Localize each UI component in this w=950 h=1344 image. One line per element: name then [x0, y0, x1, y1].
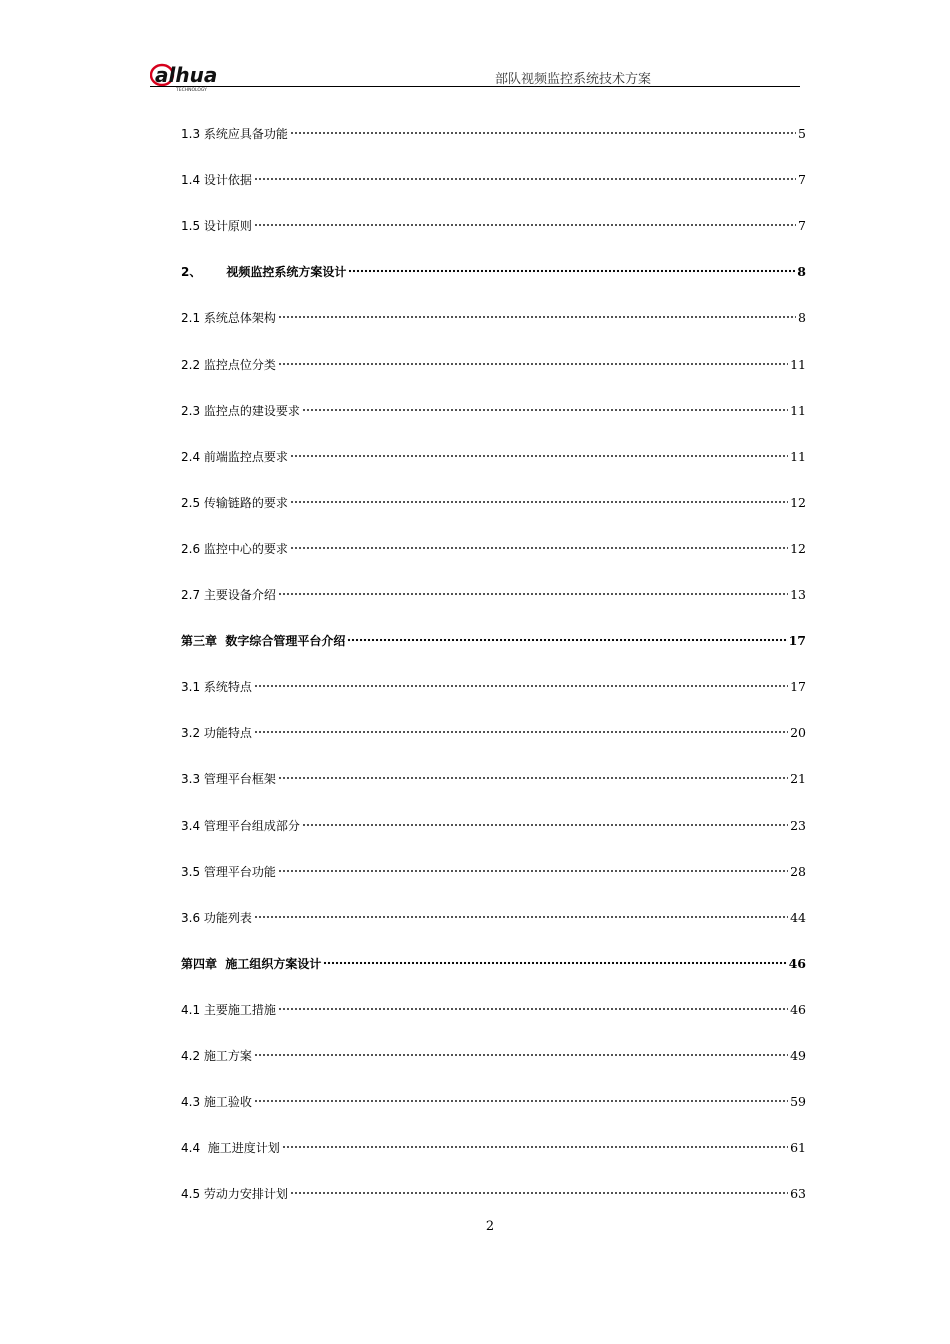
toc-dot-leader: [290, 441, 788, 461]
toc-entry-label: 3.3 管理平台框架: [181, 772, 276, 787]
toc-entry-page: 28: [790, 863, 806, 879]
toc-entry[interactable]: [181, 349, 806, 372]
toc-entry-page: 17: [790, 679, 806, 695]
toc-dot-leader: [254, 164, 796, 184]
toc-entry-page: 5: [798, 126, 806, 141]
toc-entry-page: 46: [788, 955, 806, 971]
toc-entry[interactable]: [181, 1178, 806, 1202]
toc-dot-leader: [348, 256, 795, 276]
toc-entry-label: 4.2 施工方案: [181, 1049, 252, 1063]
header-title: 部队视频监控系统技术方案: [495, 72, 652, 87]
toc-entry[interactable]: [181, 856, 806, 879]
toc-entry-page: 21: [790, 771, 806, 787]
toc-dot-leader: [290, 118, 796, 138]
toc-entry[interactable]: [181, 302, 806, 326]
toc-entry-page: 11: [790, 448, 806, 464]
toc-dot-leader: [323, 948, 786, 968]
toc-entry-page: 7: [798, 172, 806, 188]
toc-entry-label: 4.1 主要施工措施: [181, 1002, 276, 1017]
toc-entry[interactable]: [181, 533, 806, 556]
toc-entry[interactable]: [181, 210, 806, 234]
dahua-logo: [150, 62, 250, 94]
toc-dot-leader: [254, 1040, 788, 1060]
toc-dot-leader: [302, 395, 788, 415]
toc-dot-leader: [290, 533, 788, 553]
toc-entry-page: 17: [788, 633, 806, 649]
toc-dot-leader: [278, 349, 788, 369]
toc-dot-leader: [290, 1178, 788, 1198]
page-number: 2: [485, 1219, 495, 1234]
toc-entry-label: 1.3 系统应具备功能: [181, 127, 288, 141]
toc-entry[interactable]: [181, 395, 806, 418]
toc-entry-label: 3.2 功能特点: [181, 726, 252, 741]
toc-entry[interactable]: [181, 1040, 806, 1063]
toc-entry-label: 3.5 管理平台功能: [181, 864, 276, 879]
toc-entry-label: 2.3 监控点的建设要求: [181, 403, 300, 418]
toc-entry-page: 61: [790, 1140, 806, 1156]
toc-entry-page: 11: [790, 356, 806, 372]
toc-entry-label: 2.5 传输链路的要求: [181, 495, 288, 510]
toc-entry[interactable]: [181, 118, 806, 141]
toc-entry[interactable]: [181, 902, 806, 925]
toc-dot-leader: [282, 1132, 788, 1152]
toc-dot-leader: [347, 625, 786, 645]
logo-subtext: TECHNOLOGY: [176, 88, 207, 93]
toc-dot-leader: [278, 302, 796, 322]
toc-entry-label: 2.7 主要设备介绍: [181, 588, 276, 602]
toc-entry-page: 59: [790, 1094, 806, 1110]
toc-entry-label: 2.4 前端监控点要求: [181, 449, 288, 464]
toc-entry[interactable]: [181, 1086, 806, 1110]
toc-entry-page: 8: [797, 264, 806, 280]
logo-text: alhua: [155, 63, 218, 87]
toc-entry-label: 2.1 系统总体架构: [181, 311, 276, 326]
toc-dot-leader: [254, 671, 788, 691]
toc-dot-leader: [278, 763, 788, 783]
toc-entry-page: 11: [790, 402, 806, 418]
toc-dot-leader: [254, 1086, 788, 1106]
toc-entry-page: 63: [790, 1186, 806, 1202]
toc-entry[interactable]: [181, 717, 806, 741]
toc-entry-page: 44: [790, 909, 806, 925]
toc-entry-label: 4.3 施工验收: [181, 1095, 252, 1110]
toc-entry-label: 2.6 监控中心的要求: [181, 541, 288, 556]
toc-entry[interactable]: [181, 1132, 806, 1156]
toc-entry-page: 46: [790, 1001, 806, 1017]
toc-entry[interactable]: [181, 671, 806, 695]
toc-dot-leader: [302, 810, 788, 830]
toc-entry-page: 23: [790, 817, 806, 833]
toc-entry-page: 12: [790, 540, 806, 556]
toc-entry-page: 20: [790, 725, 806, 741]
toc-entry-page: 7: [798, 218, 806, 234]
toc-dot-leader: [278, 994, 788, 1014]
toc-dot-leader: [254, 902, 788, 922]
toc-entry-label: 2.2 监控点位分类: [181, 357, 276, 372]
toc-dot-leader: [278, 579, 788, 599]
toc-entry[interactable]: [181, 994, 806, 1017]
toc-entry-page: 8: [798, 310, 806, 326]
toc-entry-page: 49: [790, 1048, 806, 1063]
toc-entry[interactable]: [181, 810, 806, 833]
toc-entry-label: 3.6 功能列表: [181, 910, 252, 925]
toc-entry[interactable]: [181, 487, 806, 510]
toc-dot-leader: [278, 856, 788, 876]
toc-entry-label: 2、 视频监控系统方案设计: [181, 265, 347, 280]
toc-chapter-entry[interactable]: [181, 256, 806, 280]
toc-entry[interactable]: [181, 441, 806, 464]
toc-dot-leader: [254, 717, 788, 737]
toc-entry-page: 12: [790, 494, 806, 510]
toc-entry-label: 4.5 劳动力安排计划: [181, 1187, 288, 1202]
toc-entry[interactable]: [181, 763, 806, 787]
header-rule: [150, 86, 800, 87]
toc-entry-label: 4.4 施工进度计划: [181, 1141, 280, 1156]
toc-entry-label: 1.4 设计依据: [181, 173, 252, 188]
toc-entry-label: 第三章 数字综合管理平台介绍: [181, 634, 346, 649]
toc-entry-page: 13: [790, 587, 806, 602]
toc-entry-label: 1.5 设计原则: [181, 219, 252, 234]
toc-dot-leader: [290, 487, 788, 507]
toc-entry[interactable]: [181, 164, 806, 188]
toc-dot-leader: [254, 210, 796, 230]
toc-chapter-entry[interactable]: [181, 948, 806, 971]
toc-entry-label: 第四章 施工组织方案设计: [181, 956, 322, 971]
toc-entry-label: 3.4 管理平台组成部分: [181, 818, 300, 833]
toc-entry[interactable]: [181, 579, 806, 602]
toc-entry-label: 3.1 系统特点: [181, 680, 252, 695]
toc-chapter-entry[interactable]: [181, 625, 806, 649]
